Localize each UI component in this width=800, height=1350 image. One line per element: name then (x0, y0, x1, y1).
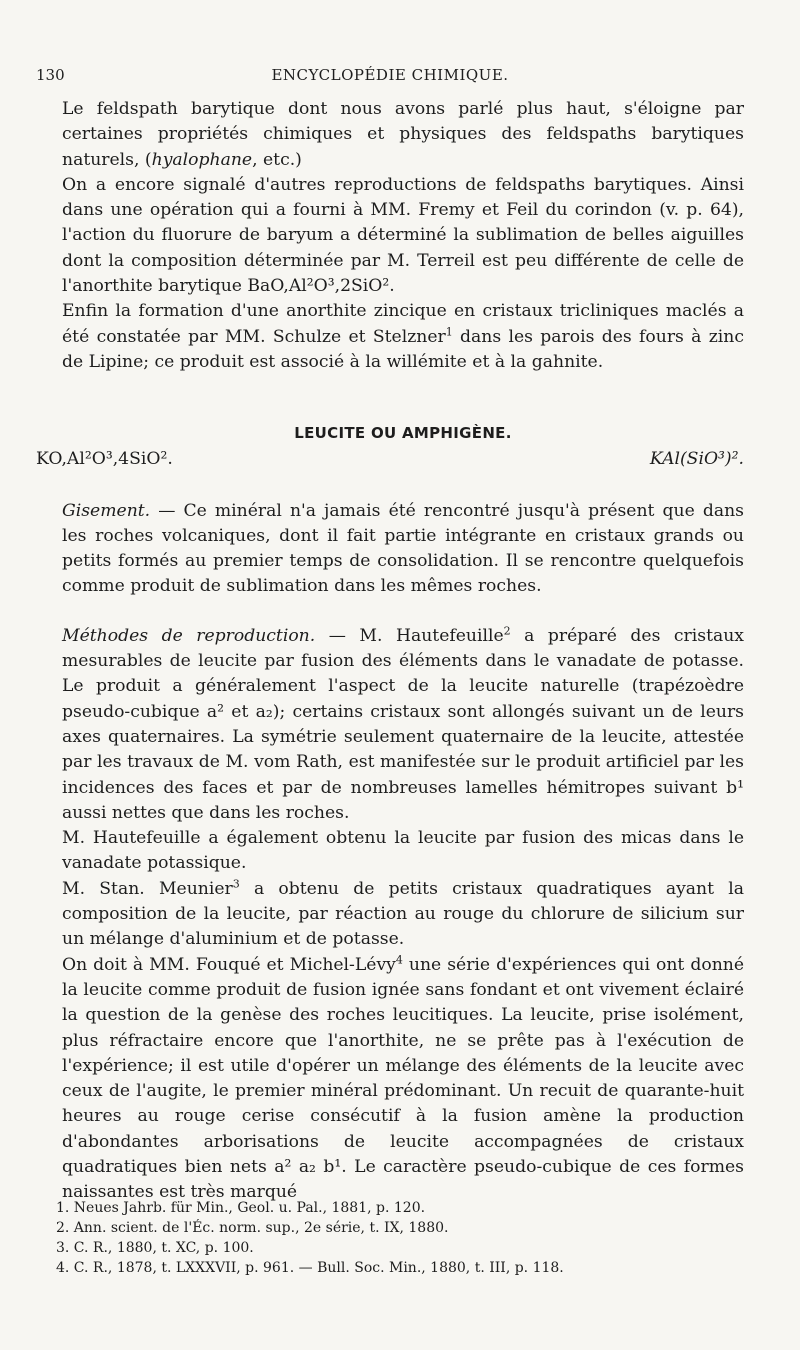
paragraph: On doit à MM. Fouqué et Michel-Lévy$^4$ une série d'expériences qui ont donné la leucite comme produit de fusion ignée sans fondant et ont vivement éclairé la question de la genèse des roches leucitiques. La leucite, prise isolément, plus réfractaire encore que l'anorthite, ne se prête pas à l'exécution de l'expérience; il est utile d'opérer un mélange des éléments de la leucite avec ceux de l'augite, le premier minéral prédominant. Un recuit de quarante-huit heures au rouge cerise consécutif à la fusion amène la production d'abondantes arborisations de leucite accompagnées de cristaux quadratiques bien nets a² a₂ b¹. Le caractère pseudo-cubique de ces formes naissantes est très marqué (62, 952, 744, 1203)
footnote: 1. Neues Jahrb. für Min., Geol. u. Pal., 1881, p. 120. (56, 1200, 426, 1216)
footnote-ref: 2 (503, 624, 511, 638)
footnote: 2. Ann. scient. de l'Éc. norm. sup., 2e série, t. IX, 1880. (56, 1220, 449, 1236)
page-header (36, 66, 744, 88)
running-title: ENCYCLOPÉDIE CHIMIQUE. (271, 66, 509, 84)
page-number: 130 (36, 66, 65, 84)
paragraph: Le feldspath barytique dont nous avons parlé plus haut, s'éloigne par certaines propriétés chimiques et physiques des feldspaths barytiques naturels, (hyalophane, etc.) (62, 99, 744, 170)
footnote-ref: 1 (445, 324, 453, 338)
paragraph: M. Hautefeuille a également obtenu la leucite par fusion des micas dans le vanadate potassique. (62, 828, 744, 874)
formula-atomic: KAl(SiO³)². (649, 448, 744, 469)
paragraph-gisement: Gisement. — Ce minéral n'a jamais été rencontré jusqu'à présent que dans les roches volcaniques, dont il fait partie intégrante en cristaux grands ou petits formés au premier temps de consolidation. Il se rencontre quelquefois comme produit de sublimation dans les mêmes roches. (62, 500, 744, 597)
footnote: 3. C. R., 1880, t. XC, p. 100. (56, 1240, 254, 1256)
formula-oxide: KO,Al²O³,4SiO². (36, 448, 173, 469)
footnotes (56, 1198, 746, 1278)
paragraph: M. Stan. Meunier$^3$ a obtenu de petits cristaux quadratiques ayant la composition de la leucite, par réaction au rouge du chlorure de silicium sur un mélange d'aluminium et de potasse. (62, 876, 744, 950)
body-text (36, 97, 744, 1206)
paragraph-methodes: Méthodes de reproduction. — M. Hautefeuille$^2$ a préparé des cristaux mesurables de leucite par fusion des éléments dans le vanadate de potasse. Le produit a généralement l'aspect de la leucite naturelle (trapézoèdre pseudo-cubique a² et a₂); certains cristaux sont allongés suivant un de leurs axes quaternaires. La symétrie seulement quaternaire de la leucite, attestée par les travaux de M. vom Rath, est manifestée sur le produit artificiel par les incidences des faces et par de nombreuses lamelles hémitropes suivant b¹ aussi nettes que dans les roches. (62, 624, 744, 823)
paragraph: Enfin la formation d'une anorthite zincique en cristaux tricliniques maclés a été constatée par MM. Schulze et Stelzner$^1$ dans les parois des fours à zinc de Lipine; ce produit est associé à la willémite et à la gahnite. (62, 301, 744, 372)
section-title: LEUCITE OU AMPHIGÈNE. (294, 424, 512, 443)
footnote: 4. C. R., 1878, t. LXXXVII, p. 961. — Bull. Soc. Min., 1880, t. III, p. 118. (56, 1260, 564, 1276)
formula-row (36, 447, 744, 475)
footnote-ref: 3 (232, 876, 240, 890)
paragraph: On a encore signalé d'autres reproductions de feldspaths barytiques. Ainsi dans une opération qui a fourni à MM. Fremy et Feil du corindon (v. p. 64), l'action du fluorure de baryum a déterminé la sublimation de belles aiguilles dont la composition déterminée par M. Terreil est peu différente de celle de l'anorthite barytique BaO,Al²O³,2SiO². (62, 174, 744, 297)
footnote-ref: 4 (395, 952, 403, 966)
